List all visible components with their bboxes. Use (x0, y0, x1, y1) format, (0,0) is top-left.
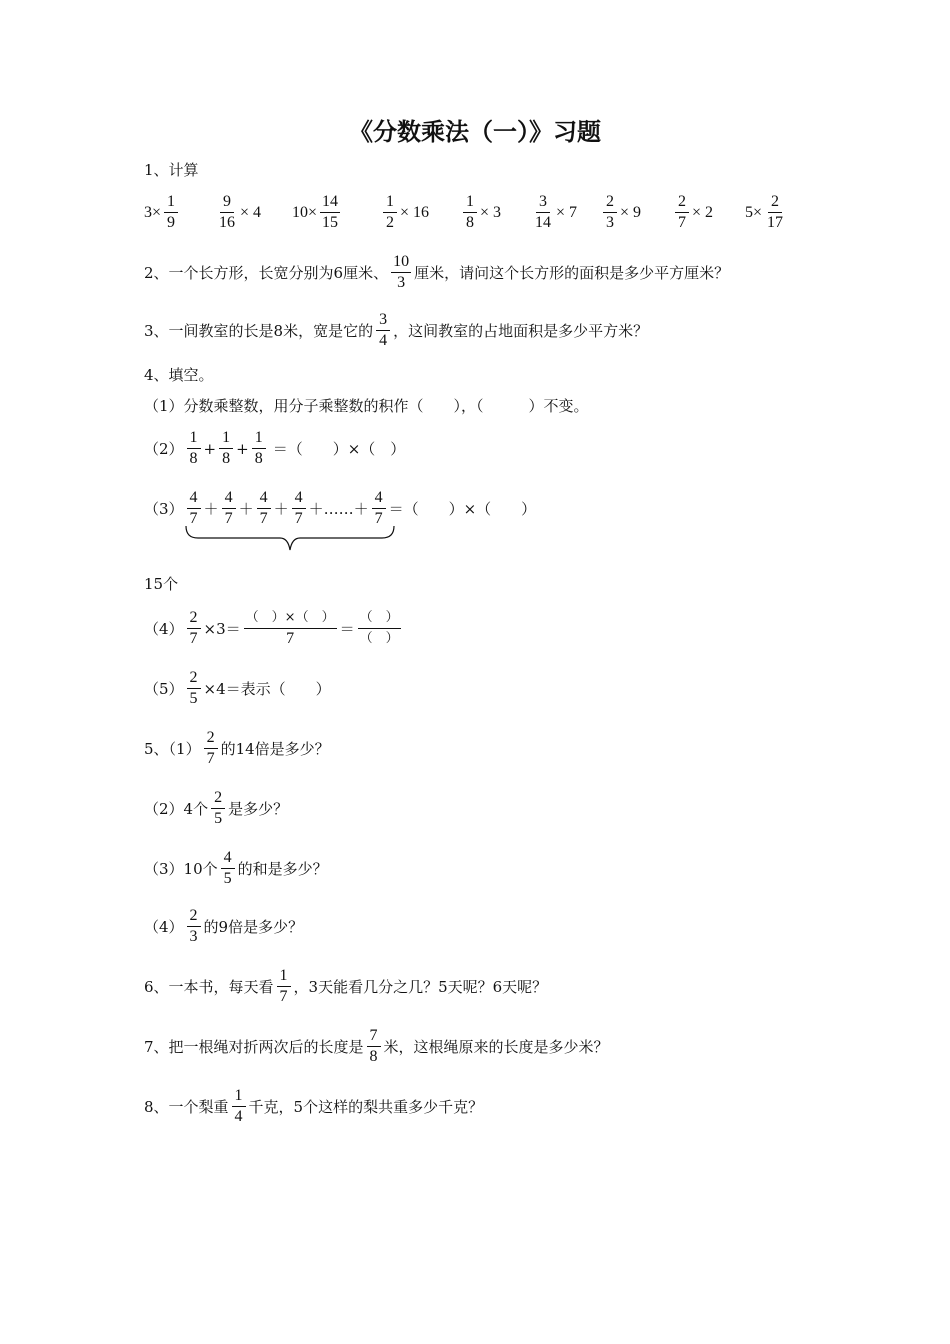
plus-sign: + (203, 439, 217, 458)
q4-part2-blanks: ＝（ ）×（ ） (272, 439, 406, 458)
q7-line: 7、把一根绳对折两次后的长度是 $\frac{7}{8}$ 米，这根绳原来的长度是多少米？ (144, 1027, 609, 1065)
q4-part3-frac-4: $\frac{4}{7}$ (292, 488, 306, 529)
q4-part5 (144, 668, 331, 709)
calc-item-9: 5× $\frac{2}{17}$ (745, 193, 784, 231)
q4-part5-label: （5） (144, 679, 184, 698)
q4-part2-frac-2: $\frac{1}{8}$ (219, 428, 233, 469)
calc-item-3: 10× $\frac{14}{15}$ (292, 193, 339, 231)
q4-label: 4、填空。 (144, 366, 214, 384)
q2-fraction: $\frac{10}{3}$ (393, 253, 410, 291)
q6-frac: $\frac{1}{7}$ (277, 966, 291, 1007)
q4-part3-count: 15个 (144, 575, 179, 593)
q6-line: 6、一本书，每天看 $\frac{1}{7}$ ，3天能看几分之几？5天呢？6天呢？ (144, 967, 548, 1005)
q4-part2-label: （2） (144, 439, 184, 458)
q4-part3-frac-2: $\frac{4}{7}$ (222, 488, 236, 529)
page-title: 《分数乘法（一）》习题 (349, 117, 601, 146)
q8-frac: $\frac{1}{4}$ (232, 1086, 246, 1127)
q4-part5-frac: $\frac{2}{5}$ (187, 668, 201, 709)
q4-part4 (144, 608, 404, 649)
q1-label: 1、计算 (144, 161, 199, 179)
calc-item-4: $\frac{1}{2}$ × 16 (380, 192, 429, 233)
q5-part4: （4） $\frac{2}{3}$ 的9倍是多少？ (144, 907, 304, 945)
calc-item-1: 3× $\frac{1}{9}$ (144, 192, 181, 233)
q5-part2: （2）4个 $\frac{2}{5}$ 是多少？ (144, 789, 289, 827)
plus-sign: ＋ (238, 499, 254, 518)
calc-item-5: $\frac{1}{8}$ × 3 (460, 192, 501, 233)
q5-part3: （3）10个 $\frac{4}{5}$ 的和是多少？ (144, 849, 328, 887)
q8-line: 8、一个梨重 $\frac{1}{4}$ 千克，5个这样的梨共重多少千克？ (144, 1087, 484, 1125)
q5-part4-frac: $\frac{2}{3}$ (187, 906, 201, 947)
q4-part4-frac: $\frac{2}{7}$ (187, 608, 201, 649)
q4-part5-post: ×4＝表示（ ） (203, 679, 331, 698)
q3-fraction: $\frac{3}{4}$ (376, 310, 390, 351)
q3-pre: 3、一间教室的长是8米，宽是它的 (144, 321, 374, 340)
q4-part2-frac-3: $\frac{1}{8}$ (252, 428, 266, 469)
q4-part2-frac-1: $\frac{1}{8}$ (187, 428, 201, 469)
plus-sign: ＋ (203, 499, 219, 518)
calc-item-8: $\frac{2}{7}$ × 2 (672, 192, 713, 233)
q5-part1: 5、（1） $\frac{2}{7}$ 的14倍是多少？ (144, 729, 330, 767)
q4-part1: （1）分数乘整数，用分子乘整数的积作（ ），（ ）不变。 (144, 397, 589, 415)
q4-part4-mul: ×3＝ (203, 619, 241, 638)
q4-part4-blank-fraction: $\frac{( )\times( )}{7}$ (245, 610, 335, 647)
equals-sign: ＝ (339, 619, 355, 638)
q4-part3-label: （3） (144, 499, 184, 518)
calc-item-2: $\frac{9}{16}$ × 4 (219, 193, 262, 231)
calc-item-6: $\frac{3}{14}$ × 7 (535, 193, 578, 231)
q5-part3-frac: $\frac{4}{5}$ (221, 848, 235, 889)
q4-part3-frac-3: $\frac{4}{7}$ (257, 488, 271, 529)
q4-part2 (144, 428, 405, 469)
underbrace-icon (180, 524, 400, 558)
q2-pre: 2、一个长方形，长宽分别为6厘米、 (144, 263, 389, 282)
calc-item-7: $\frac{2}{3}$ × 9 (600, 192, 641, 233)
q2-line (144, 252, 729, 293)
ellipsis-plus: ＋……＋ (308, 499, 369, 518)
plus-sign: + (236, 439, 249, 458)
q4-part3-blanks: ＝（ ）×（ ） (388, 499, 537, 518)
q4-part3 (144, 488, 536, 529)
q5-part1-frac: $\frac{2}{7}$ (204, 728, 218, 769)
plus-sign: ＋ (273, 499, 289, 518)
q3-post: ，这间教室的占地面积是多少平方米？ (393, 321, 649, 340)
q4-part4-label: （4） (144, 619, 184, 638)
q7-frac: $\frac{7}{8}$ (367, 1026, 381, 1067)
q5-part2-frac: $\frac{2}{5}$ (211, 788, 225, 829)
q4-part3-frac-1: $\frac{4}{7}$ (187, 488, 201, 529)
q2-post: 厘米，请问这个长方形的面积是多少平方厘米？ (414, 263, 730, 282)
q3-line (144, 310, 648, 351)
q4-part4-result-fraction: $\frac{( )}{( )}$ (359, 610, 399, 646)
q4-part3-frac-5: $\frac{4}{7}$ (372, 488, 386, 529)
